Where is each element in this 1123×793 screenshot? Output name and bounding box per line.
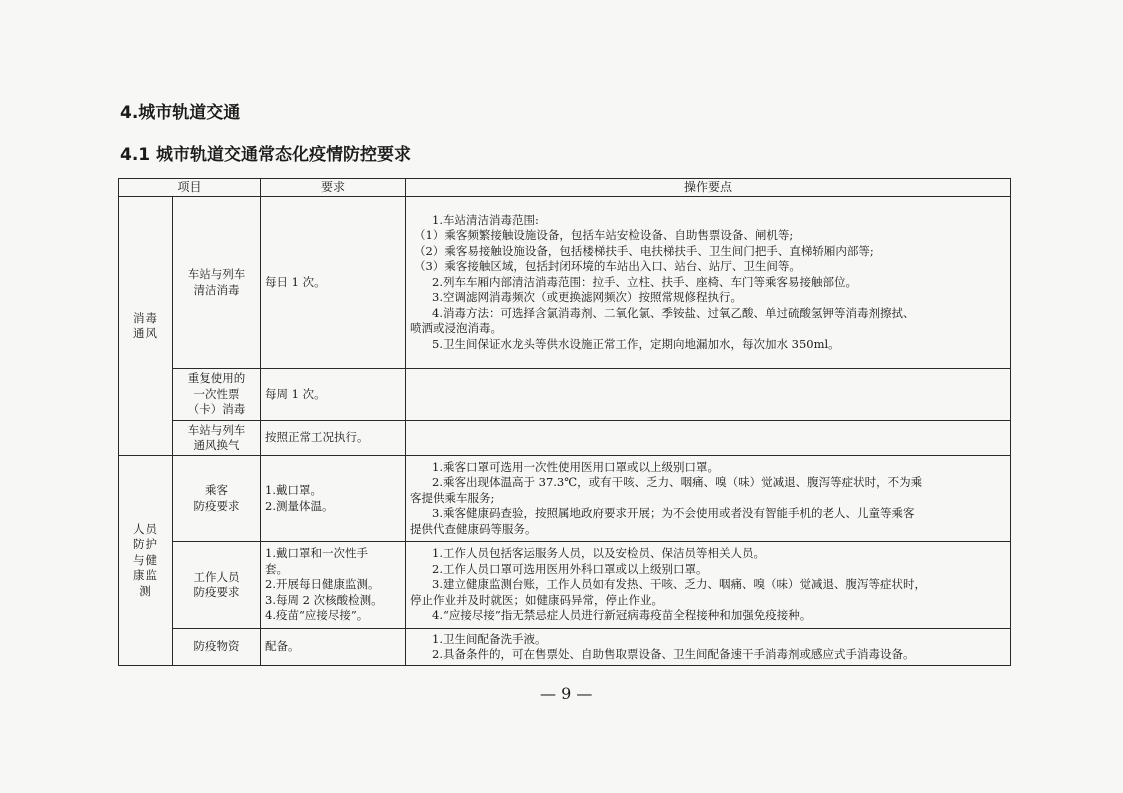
requirement-cell: 1.戴口罩和一次性手 套。 2.开展每日健康监测。 3.每周 2 次核酸检测。 4.疫苗“应接尽接”。	[261, 542, 406, 629]
table-header-row	[119, 179, 1011, 197]
table-row	[119, 369, 1011, 421]
operations-cell	[406, 421, 1011, 456]
requirement-cell: 每周 1 次。	[261, 369, 406, 421]
requirement-cell: 1.戴口罩。 2.测量体温。	[261, 456, 406, 542]
subitem-cell: 车站与列车 清洁消毒	[173, 197, 261, 369]
operations-cell: 1.卫生间配备洗手液。 2.具备条件的，可在售票处、自助售取票设备、卫生间配备速干手消毒剂或感应式手消毒设备。	[406, 629, 1011, 666]
subitem-cell: 工作人员 防疫要求	[173, 542, 261, 629]
header-operations: 操作要点	[406, 179, 1011, 197]
operations-cell: 1.工作人员包括客运服务人员，以及安检员、保洁员等相关人员。 2.工作人员口罩可选用医用外科口罩或以上级别口罩。 3.建立健康监测台账，工作人员如有发热、干咳、乏力、咽痛、嗅（味）觉减退、腹泻等症状时， 停止作业并及时就医；如健康码异常，停止作业。 4.“应接尽接”指无禁忌症人员进行新冠病毒疫苗全程接种和加强免疫接种。	[406, 542, 1011, 629]
subsection-heading: 4.1 城市轨道交通常态化疫情防控要求	[120, 145, 412, 165]
requirement-cell: 配备。	[261, 629, 406, 666]
subitem-cell: 防疫物资	[173, 629, 261, 666]
operations-cell: 1.乘客口罩可选用一次性使用医用口罩或以上级别口罩。 2.乘客出现体温高于 37.3℃，或有干咳、乏力、咽痛、嗅（味）觉减退、腹泻等症状时，不为乘 客提供乘车服务; 3.乘客健康码查验，按照属地政府要求开展；为不会使用或者没有智能手机的老人、儿童等乘客 提供代查健康码等服务。	[406, 456, 1011, 542]
table-row	[119, 629, 1011, 666]
table-row	[119, 421, 1011, 456]
requirements-table	[118, 178, 1011, 666]
table-row	[119, 456, 1011, 542]
operations-cell	[406, 369, 1011, 421]
table-row	[119, 542, 1011, 629]
category-cell: 人员 防护 与健 康监 测	[119, 456, 173, 666]
table-row	[119, 197, 1011, 369]
header-requirement: 要求	[261, 179, 406, 197]
header-item: 项目	[119, 179, 261, 197]
subitem-cell: 重复使用的 一次性票 （卡）消毒	[173, 369, 261, 421]
category-cell: 消毒 通风	[119, 197, 173, 456]
requirement-cell: 按照正常工况执行。	[261, 421, 406, 456]
requirement-cell: 每日 1 次。	[261, 197, 406, 369]
page-number: — 9 —	[540, 684, 593, 703]
subitem-cell: 乘客 防疫要求	[173, 456, 261, 542]
subitem-cell: 车站与列车 通风换气	[173, 421, 261, 456]
section-heading: 4.城市轨道交通	[120, 103, 241, 123]
operations-cell: 1.车站清洁消毒范围: （1）乘客频繁接触设施设备，包括车站安检设备、自助售票设备、闸机等; （2）乘客易接触设施设备，包括楼梯扶手、电扶梯扶手、卫生间门把手、直梯轿厢内部等; （3）乘客接触区域，包括封闭环境的车站出入口、站台、站厅、卫生间等。 2.列车车厢内部清洁消毒范围：拉手、立柱、扶手、座椅、车门等乘客易接触部位。 3.空调滤网消毒频次（或更换滤网频次）按照常规修程执行。 4.消毒方法：可选择含氯消毒剂、二氧化氯、季铵盐、过氧乙酸、单过硫酸氢钾等消毒剂擦拭、 喷洒或浸泡消毒。 5.卫生间保证水龙头等供水设施正常工作，定期向地漏加水，每次加水 350ml。	[406, 197, 1011, 369]
